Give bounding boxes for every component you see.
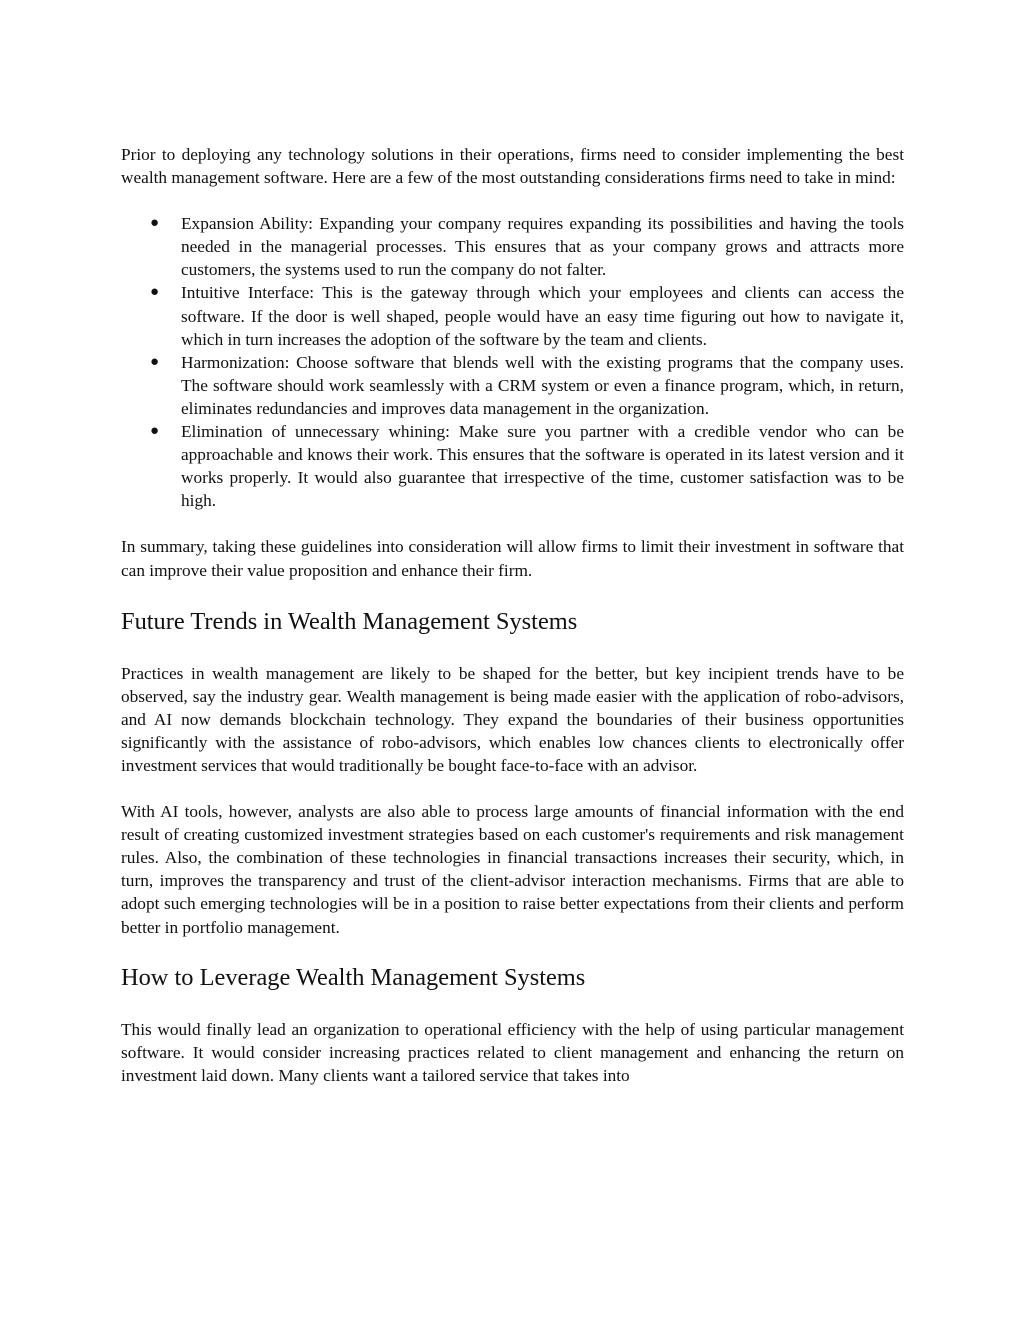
list-item <box>121 351 904 420</box>
body-paragraph: This would finally lead an organization to operational efficiency with the help of using particular management software. It would consider increasing practices related to client management and enhancing the return on investment laid down. Many clients want a tailored service that takes into <box>121 1019 904 1085</box>
list-item-text: Expansion Ability: Expanding your company requires expanding its possibilities and having the tools needed in the managerial processes. This ensures that as your company grows and attracts more customers, the systems used to run the company do not falter. <box>181 214 904 280</box>
section-heading-future-trends: Future Trends in Wealth Management Systems <box>121 607 578 635</box>
list-item <box>121 281 904 350</box>
bullet-icon: ● <box>150 423 160 440</box>
list-item-text: Harmonization: Choose software that blends well with the existing programs that the company uses. The software should work seamlessly with a CRM system or even a finance program, which, in return, eliminates redundancies and improves data management in the organization. <box>181 352 904 418</box>
bullet-icon: ● <box>150 353 160 370</box>
bullet-icon: ● <box>150 215 160 232</box>
considerations-list <box>121 212 904 512</box>
list-item-text: Elimination of unnecessary whining: Make sure you partner with a credible vendor who can be approachable and knows their work. This ensures that the software is operated in its latest version and it works properly. It would also guarantee that irrespective of the time, customer satisfaction was to be high. <box>181 422 904 511</box>
body-paragraph: With AI tools, however, analysts are also able to process large amounts of financial information with the end result of creating customized investment strategies based on each customer's requirements and risk management rules. Also, the combination of these technologies in financial transactions increases their security, which, in turn, improves the transparency and trust of the client-advisor interaction mechanisms. Firms that are able to adopt such emerging technologies will be in a position to raise better expectations from their clients and perform better in portfolio management. <box>121 802 904 937</box>
section-heading-leverage: How to Leverage Wealth Management Systems <box>121 963 586 991</box>
list-item <box>121 212 904 281</box>
document-page <box>121 143 904 1087</box>
bullet-icon: ● <box>150 284 160 301</box>
body-paragraph: Practices in wealth management are likely to be shaped for the better, but key incipient trends have to be observed, say the industry gear. Wealth management is being made easier with the application of robo-advisors, and AI now demands blockchain technology. They expand the boundaries of their business opportunities significantly with the assistance of robo-advisors, which enables low chances clients to electronically offer investment services that would traditionally be bought face-to-face with an advisor. <box>121 663 904 775</box>
summary-paragraph: In summary, taking these guidelines into consideration will allow firms to limit their investment in software that can improve their value proposition and enhance their firm. <box>121 537 904 580</box>
list-item-text: Intuitive Interface: This is the gateway through which your employees and clients can access the software. If the door is well shaped, people would have an easy time figuring out how to navigate it, which in turn increases the adoption of the software by the team and clients. <box>181 283 904 349</box>
list-item <box>121 420 904 512</box>
intro-paragraph: Prior to deploying any technology solutions in their operations, firms need to consider implementing the best wealth management software. Here are a few of the most outstanding considerations firms need to take in mind: <box>121 145 904 188</box>
